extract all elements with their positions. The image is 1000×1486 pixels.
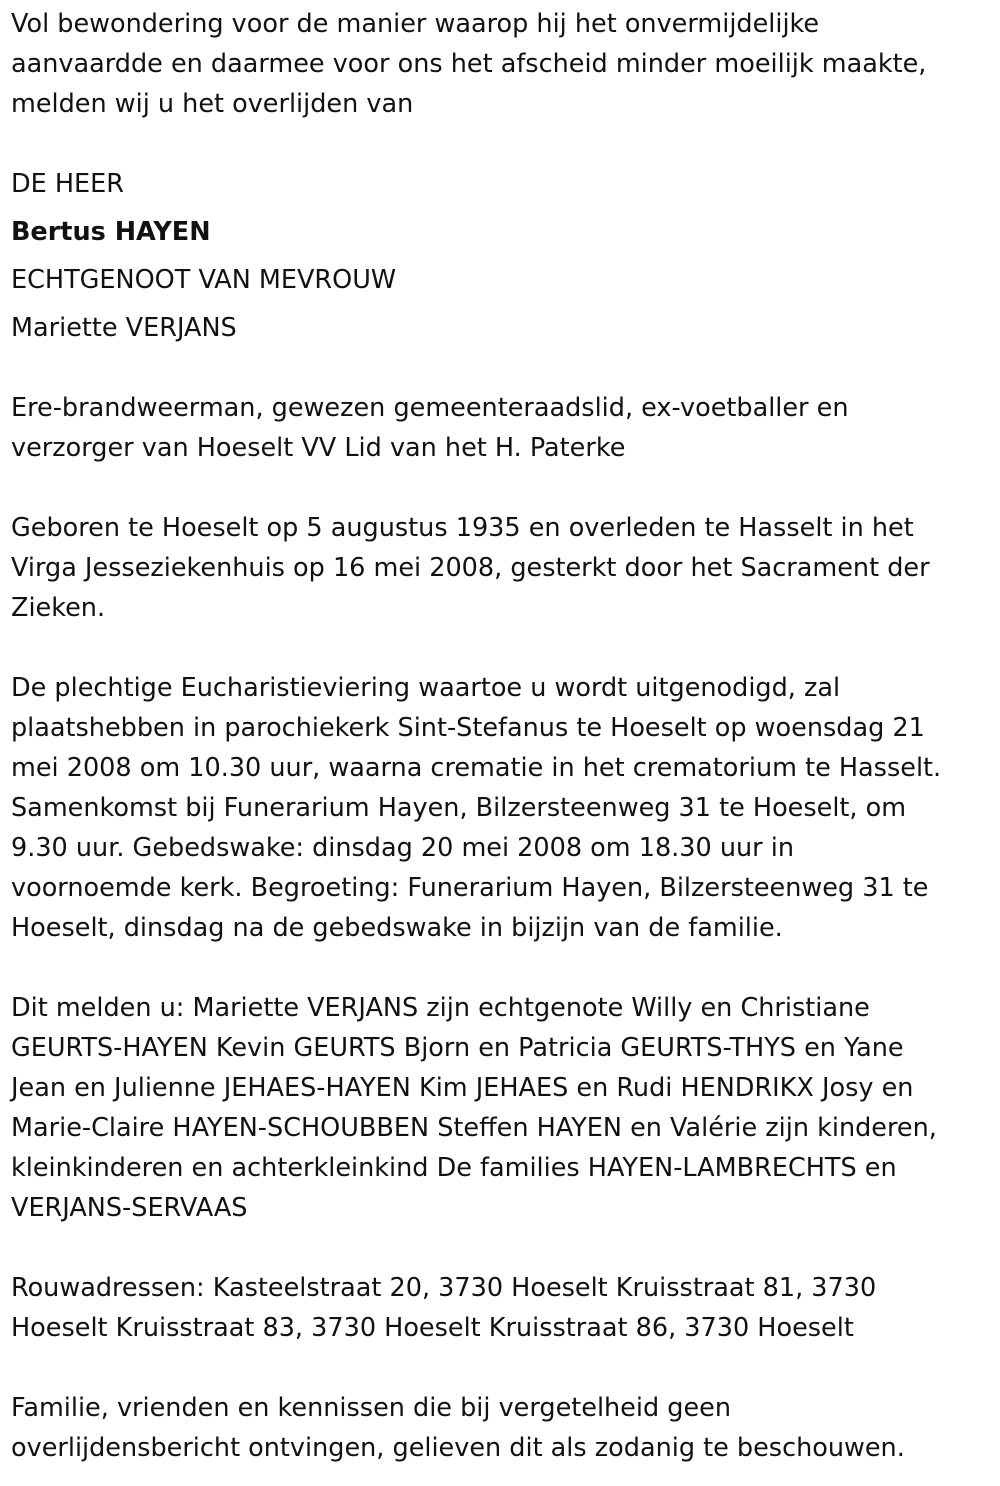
ceremony-line-5: 9.30 uur. Gebedswake: dinsdag 20 mei 2008 om 18.30 uur in bbox=[11, 833, 794, 863]
family-line-1: Dit melden u: Mariette VERJANS zijn echtgenote Willy en Christiane bbox=[11, 993, 870, 1023]
title-text: DE HEER bbox=[11, 169, 124, 199]
birth-death-paragraph bbox=[11, 508, 996, 628]
closing-paragraph bbox=[11, 1388, 996, 1468]
intro-line-3: melden wij u het overlijden van bbox=[11, 89, 414, 119]
family-line-3: Jean en Julienne JEHAES-HAYEN Kim JEHAES en Rudi HENDRIKX Josy en bbox=[11, 1073, 914, 1103]
spouse-name: Mariette VERJANS bbox=[11, 313, 237, 343]
birth-death-line-3: Zieken. bbox=[11, 593, 106, 623]
spacer bbox=[11, 1348, 996, 1388]
spacer bbox=[11, 468, 996, 508]
birth-death-line-1: Geboren te Hoeselt op 5 augustus 1935 en overleden te Hasselt in het bbox=[11, 513, 914, 543]
addresses-paragraph bbox=[11, 1268, 996, 1348]
roles-paragraph bbox=[11, 388, 996, 468]
closing-line-1: Familie, vrienden en kennissen die bij vergetelheid geen bbox=[11, 1393, 731, 1423]
spacer bbox=[11, 124, 996, 164]
birth-death-line-2: Virga Jesseziekenhuis op 16 mei 2008, gesterkt door het Sacrament der bbox=[11, 553, 930, 583]
intro-line-1: Vol bewondering voor de manier waarop hij het onvermijdelijke bbox=[11, 9, 820, 39]
deceased-name: Bertus HAYEN bbox=[11, 217, 211, 247]
intro-line-2: aanvaardde en daarmee voor ons het afscheid minder moeilijk maakte, bbox=[11, 49, 927, 79]
roles-line-1: Ere-brandweerman, gewezen gemeenteraadslid, ex-voetballer en bbox=[11, 393, 849, 423]
obituary-document bbox=[11, 4, 996, 1468]
closing-line-2: overlijdensbericht ontvingen, gelieven dit als zodanig te beschouwen. bbox=[11, 1433, 905, 1463]
addresses-line-1: Rouwadressen: Kasteelstraat 20, 3730 Hoeselt Kruisstraat 81, 3730 bbox=[11, 1273, 877, 1303]
roles-line-2: verzorger van Hoeselt VV Lid van het H. Paterke bbox=[11, 433, 626, 463]
family-line-4: Marie-Claire HAYEN-SCHOUBBEN Steffen HAYEN en Valérie zijn kinderen, bbox=[11, 1113, 937, 1143]
family-paragraph bbox=[11, 988, 996, 1228]
spacer bbox=[11, 628, 996, 668]
ceremony-line-3: mei 2008 om 10.30 uur, waarna crematie in het crematorium te Hasselt. bbox=[11, 753, 942, 783]
spacer bbox=[11, 348, 996, 388]
name-header bbox=[11, 164, 996, 348]
spouse-label: ECHTGENOOT VAN MEVROUW bbox=[11, 265, 397, 295]
ceremony-line-2: plaatshebben in parochiekerk Sint-Stefanus te Hoeselt op woensdag 21 bbox=[11, 713, 925, 743]
ceremony-line-6: voornoemde kerk. Begroeting: Funerarium Hayen, Bilzersteenweg 31 te bbox=[11, 873, 929, 903]
ceremony-line-1: De plechtige Eucharistieviering waartoe u wordt uitgenodigd, zal bbox=[11, 673, 841, 703]
family-line-6: VERJANS-SERVAAS bbox=[11, 1193, 248, 1223]
spacer bbox=[11, 1228, 996, 1268]
addresses-line-2: Hoeselt Kruisstraat 83, 3730 Hoeselt Kruisstraat 86, 3730 Hoeselt bbox=[11, 1313, 854, 1343]
spacer bbox=[11, 948, 996, 988]
intro-paragraph bbox=[11, 4, 996, 124]
ceremony-line-7: Hoeselt, dinsdag na de gebedswake in bijzijn van de familie. bbox=[11, 913, 783, 943]
ceremony-line-4: Samenkomst bij Funerarium Hayen, Bilzersteenweg 31 te Hoeselt, om bbox=[11, 793, 907, 823]
family-line-5: kleinkinderen en achterkleinkind De families HAYEN-LAMBRECHTS en bbox=[11, 1153, 897, 1183]
family-line-2: GEURTS-HAYEN Kevin GEURTS Bjorn en Patricia GEURTS-THYS en Yane bbox=[11, 1033, 904, 1063]
ceremony-paragraph bbox=[11, 668, 996, 948]
